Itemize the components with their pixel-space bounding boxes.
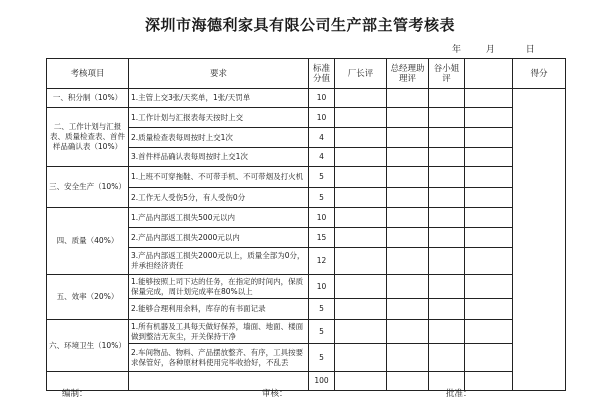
ms-gu-score-cell[interactable] [429,228,465,248]
standard-score-cell: 12 [309,248,335,275]
standard-score-cell: 4 [309,128,335,148]
factory-score-cell[interactable] [335,208,387,228]
gm-score-cell[interactable] [387,344,429,372]
requirement-cell: 2.质量检查表每周按时上交1次 [129,128,309,148]
factory-score-cell[interactable] [335,108,387,128]
factory-score-cell[interactable] [335,89,387,108]
ms-gu-score-cell[interactable] [429,188,465,208]
ms-gu-score-cell[interactable] [429,167,465,188]
standard-score-cell: 5 [309,167,335,188]
ms-gu-score-cell[interactable] [429,148,465,167]
date-month-label: 月 [485,45,495,55]
blank-cell[interactable] [465,208,513,228]
blank-cell[interactable] [465,299,513,320]
factory-score-cell[interactable] [335,320,387,344]
requirement-cell: 1.上班不可穿拖鞋、不可带手机、不可带烟及打火机 [129,167,309,188]
total-blank-cell[interactable] [465,372,513,391]
requirement-cell: 2.车间物品、物料、产品摆放整齐、有序，工具按要求保管好，各种原材料使用完毕收拾好，不乱丢 [129,344,309,372]
table-row [47,89,566,108]
date-line [452,42,535,55]
requirement-cell: 2.能够合理利用余料，库存的有书面记录 [129,299,309,320]
header-standard-score: 标准分值 [309,59,335,89]
reviewer-label: 审核： [262,389,288,399]
total-factory-cell[interactable] [335,372,387,391]
ms-gu-score-cell[interactable] [429,128,465,148]
standard-score-cell: 15 [309,228,335,248]
ms-gu-score-cell[interactable] [429,344,465,372]
gm-score-cell[interactable] [387,108,429,128]
factory-score-cell[interactable] [335,128,387,148]
blank-cell[interactable] [465,320,513,344]
approver-label: 批准： [446,389,472,399]
blank-cell[interactable] [465,89,513,108]
ms-gu-score-cell[interactable] [429,320,465,344]
gm-score-cell[interactable] [387,228,429,248]
factory-score-cell[interactable] [335,275,387,299]
gm-score-cell[interactable] [387,128,429,148]
blank-cell[interactable] [465,248,513,275]
requirement-cell: 1.能够按照上司下达的任务，在指定的时间内，保质保量完成，周计划完成率在80%以上 [129,275,309,299]
factory-score-cell[interactable] [335,148,387,167]
ms-gu-score-cell[interactable] [429,108,465,128]
total-standard-score-cell: 100 [309,372,335,391]
header-row [47,59,566,89]
gm-score-cell[interactable] [387,89,429,108]
gm-score-cell[interactable] [387,248,429,275]
gm-score-cell[interactable] [387,275,429,299]
blank-cell[interactable] [465,188,513,208]
standard-score-cell: 10 [309,208,335,228]
standard-score-cell: 10 [309,89,335,108]
requirement-cell: 1.工作计划与汇报表每天按时上交 [129,108,309,128]
table-row [47,320,566,344]
table-row [47,275,566,299]
blank-cell[interactable] [465,275,513,299]
standard-score-cell: 4 [309,148,335,167]
requirement-cell: 1.产品内部返工损失500元以内 [129,208,309,228]
ms-gu-score-cell[interactable] [429,275,465,299]
item-cell: 五、效率（20%） [47,275,129,320]
header-blank [465,59,513,89]
ms-gu-score-cell[interactable] [429,299,465,320]
gm-score-cell[interactable] [387,208,429,228]
header-gm-assistant: 总经理助理评 [387,59,429,89]
item-cell: 四、质量（40%） [47,208,129,275]
header-item: 考核项目 [47,59,129,89]
table-row [47,108,566,128]
standard-score-cell: 5 [309,299,335,320]
factory-score-cell[interactable] [335,299,387,320]
header-ms-gu: 谷小姐评 [429,59,465,89]
gm-score-cell[interactable] [387,320,429,344]
total-row [47,372,566,391]
standard-score-cell: 5 [309,188,335,208]
blank-cell[interactable] [465,167,513,188]
gm-score-cell[interactable] [387,188,429,208]
requirement-cell: 1.所有机器及工具每天做好保养，墙面、地面、楼面做到整洁无灰尘，开关保持干净 [129,320,309,344]
form-title: 深圳市海德利家具有限公司生产部主管考核表 [144,16,455,34]
assessment-table [46,58,566,391]
table-body [47,89,566,391]
blank-cell[interactable] [465,128,513,148]
item-cell: 六、环境卫生（10%） [47,320,129,372]
standard-score-cell: 10 [309,275,335,299]
compiler-label: 编制： [62,389,88,399]
total-score-cell[interactable] [513,89,566,391]
header-total-score: 得分 [513,59,566,89]
blank-cell[interactable] [465,228,513,248]
ms-gu-score-cell[interactable] [429,89,465,108]
blank-cell[interactable] [465,148,513,167]
item-cell: 二、工作计划与汇报表、质量检查表、首件样品确认表（10%） [47,108,129,167]
table-row [47,167,566,188]
standard-score-cell: 5 [309,320,335,344]
requirement-cell: 2.产品内部返工损失2000元以内 [129,228,309,248]
header-requirement: 要求 [129,59,309,89]
standard-score-cell: 5 [309,344,335,372]
requirement-cell: 3.产品内部返工损失2000元以上，质量全部为0分，并承担经济责任 [129,248,309,275]
gm-score-cell[interactable] [387,148,429,167]
item-cell: 一、积分制（10%） [47,89,129,108]
factory-score-cell[interactable] [335,344,387,372]
header-factory-manager: 厂长评 [335,59,387,89]
table-row [47,208,566,228]
blank-cell[interactable] [465,108,513,128]
factory-score-cell[interactable] [335,248,387,275]
date-day-label: 日 [525,45,535,55]
factory-score-cell[interactable] [335,188,387,208]
blank-cell[interactable] [465,344,513,372]
item-cell: 三、安全生产（10%） [47,167,129,208]
requirement-cell: 3.首件样品确认表每周按时上交1次 [129,148,309,167]
date-year-label: 年 [452,45,462,55]
factory-score-cell[interactable] [335,228,387,248]
gm-score-cell[interactable] [387,167,429,188]
factory-score-cell[interactable] [335,167,387,188]
requirement-cell: 1.主管上交3张/天奖单，1张/天罚单 [129,89,309,108]
gm-score-cell[interactable] [387,299,429,320]
requirement-cell: 2.工作无人受伤5分，有人受伤0分 [129,188,309,208]
ms-gu-score-cell[interactable] [429,248,465,275]
ms-gu-score-cell[interactable] [429,208,465,228]
total-gm-cell[interactable] [387,372,429,391]
standard-score-cell: 10 [309,108,335,128]
